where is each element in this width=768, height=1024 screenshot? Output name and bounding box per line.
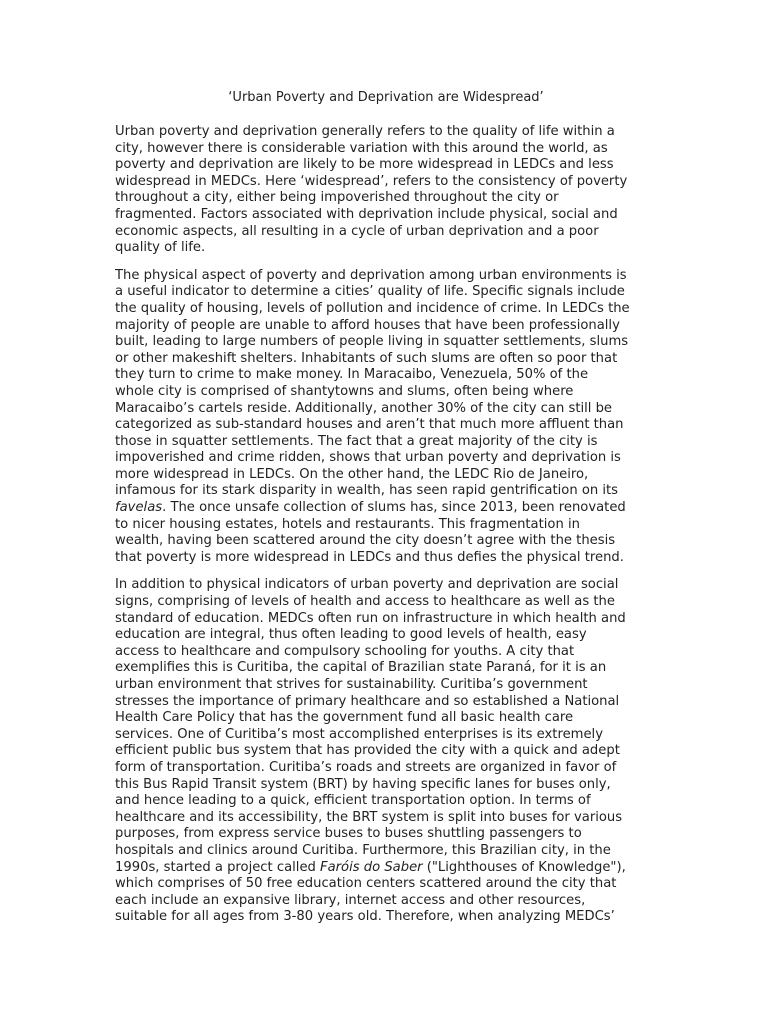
paragraph — [115, 124, 657, 257]
text-line — [115, 334, 657, 351]
text-segment: the quality of housing, levels of pollution and incidence of crime. In LEDCs the — [115, 300, 630, 316]
document-title: ‘Urban Poverty and Deprivation are Widespread’ — [228, 90, 544, 105]
text-segment: In addition to physical indicators of urban poverty and deprivation are social — [115, 577, 619, 593]
text-line — [115, 190, 657, 207]
text-line — [115, 743, 657, 760]
text-segment: more widespread in LEDCs. On the other hand, the LEDC Rio de Janeiro, — [115, 466, 589, 482]
text-line — [115, 793, 657, 810]
paragraph — [115, 577, 657, 925]
text-segment: ("Lighthouses of Knowledge"), — [422, 859, 626, 875]
text-line — [115, 500, 657, 517]
text-line — [115, 611, 657, 628]
italic-text: Faróis do Saber — [320, 859, 423, 875]
text-line — [115, 826, 657, 843]
text-segment: The physical aspect of poverty and deprivation among urban environments is — [115, 267, 627, 283]
text-line — [115, 240, 657, 257]
text-segment: stresses the importance of primary healthcare and so established a National — [115, 693, 620, 709]
text-line — [115, 157, 657, 174]
text-segment: throughout a city, either being impoverished throughout the city or — [115, 190, 559, 206]
text-segment: hospitals and clinics around Curitiba. Furthermore, this Brazilian city, in the — [115, 842, 611, 858]
text-line — [115, 124, 657, 141]
text-line — [115, 224, 657, 241]
text-line — [115, 710, 657, 727]
italic-text: favelas — [115, 500, 163, 516]
text-line — [115, 483, 657, 500]
text-line — [115, 594, 657, 611]
text-segment: form of transportation. Curitiba’s roads and streets are organized in favor of — [115, 759, 617, 775]
text-line — [115, 417, 657, 434]
text-line — [115, 517, 657, 534]
text-segment: which comprises of 50 free education centers scattered around the city that — [115, 876, 617, 892]
text-segment: fragmented. Factors associated with deprivation include physical, social and — [115, 206, 618, 222]
text-segment: infamous for its stark disparity in wealth, has seen rapid gentrification on its — [115, 483, 619, 499]
text-segment: signs, comprising of levels of health and access to healthcare as well as the — [115, 594, 615, 610]
document-body — [115, 124, 657, 926]
text-segment: 1990s, started a project called — [115, 859, 321, 875]
text-line — [115, 644, 657, 661]
text-segment: those in squatter settlements. The fact that a great majority of the city is — [115, 433, 598, 449]
text-line — [115, 550, 657, 567]
text-segment: Urban poverty and deprivation generally refers to the quality of life within a — [115, 124, 615, 139]
text-line — [115, 141, 657, 158]
text-line — [115, 860, 657, 877]
text-line — [115, 627, 657, 644]
document-page — [115, 90, 657, 937]
text-line — [115, 577, 657, 594]
text-line — [115, 318, 657, 335]
text-line — [115, 843, 657, 860]
text-line — [115, 174, 657, 191]
text-segment: education are integral, thus often leading to good levels of health, easy — [115, 627, 587, 643]
text-segment: that poverty is more widespread in LEDCs and thus defies the physical trend. — [115, 549, 624, 565]
text-line — [115, 876, 657, 893]
text-segment: majority of people are unable to afford houses that have been professionally — [115, 317, 620, 333]
text-segment: . The once unsafe collection of slums has, since 2013, been renovated — [162, 500, 626, 516]
text-line — [115, 694, 657, 711]
text-segment: wealth, having been scattered around the city doesn’t agree with the thesis — [115, 533, 616, 549]
text-line — [115, 284, 657, 301]
text-segment: or other makeshift shelters. Inhabitants of such slums are often so poor that — [115, 350, 618, 366]
text-segment: whole city is comprised of shantytowns and slums, often being where — [115, 383, 574, 399]
text-segment: and hence leading to a quick, efficient transportation option. In terms of — [115, 793, 591, 809]
text-line — [115, 467, 657, 484]
text-line — [115, 450, 657, 467]
text-segment: they turn to crime to make money. In Maracaibo, Venezuela, 50% of the — [115, 367, 589, 383]
text-segment: suitable for all ages from 3-80 years old. Therefore, when analyzing MEDCs’ — [115, 909, 615, 925]
text-segment: access to healthcare and compulsory schooling for youths. A city that — [115, 643, 575, 659]
text-segment: widespread in MEDCs. Here ‘widespread’, refers to the consistency of poverty — [115, 173, 628, 189]
text-line — [115, 401, 657, 418]
text-segment: quality of life. — [115, 240, 206, 256]
paragraph — [115, 268, 657, 567]
text-line — [115, 760, 657, 777]
text-segment: standard of education. MEDCs often run on infrastructure in which health and — [115, 610, 626, 626]
text-segment: poverty and deprivation are likely to be more widespread in LEDCs and less — [115, 157, 614, 173]
text-segment: services. One of Curitiba’s most accomplished enterprises is its extremely — [115, 726, 603, 742]
text-line — [115, 351, 657, 368]
text-line — [115, 893, 657, 910]
text-segment: a useful indicator to determine a cities’ quality of life. Specific signals include — [115, 284, 625, 300]
text-segment: Maracaibo’s cartels reside. Additionally, another 30% of the city can still be — [115, 400, 613, 416]
text-segment: city, however there is considerable variation with this around the world, as — [115, 140, 608, 156]
text-line — [115, 367, 657, 384]
text-line — [115, 810, 657, 827]
text-line — [115, 677, 657, 694]
text-line — [115, 301, 657, 318]
text-segment: Health Care Policy that has the government fund all basic health care — [115, 710, 574, 726]
text-line — [115, 384, 657, 401]
text-line — [115, 777, 657, 794]
text-line — [115, 207, 657, 224]
text-segment: impoverished and crime ridden, shows that urban poverty and deprivation is — [115, 450, 621, 466]
text-line — [115, 268, 657, 285]
text-segment: to nicer housing estates, hotels and restaurants. This fragmentation in — [115, 516, 580, 532]
text-segment: this Bus Rapid Transit system (BRT) by having specific lanes for buses only, — [115, 776, 611, 792]
text-line — [115, 434, 657, 451]
text-segment: healthcare and its accessibility, the BRT system is split into buses for various — [115, 809, 623, 825]
text-segment: urban environment that strives for sustainability. Curitiba’s government — [115, 677, 588, 692]
text-segment: efficient public bus system that has provided the city with a quick and adept — [115, 743, 620, 759]
text-line — [115, 533, 657, 550]
text-segment: categorized as sub-standard houses and aren’t that much more affluent than — [115, 417, 624, 433]
text-line — [115, 727, 657, 744]
text-segment: built, leading to large numbers of people living in squatter settlements, slums — [115, 334, 629, 350]
text-line — [115, 660, 657, 677]
text-segment: purposes, from express service buses to buses shuttling passengers to — [115, 826, 582, 842]
text-line — [115, 909, 657, 926]
text-segment: economic aspects, all resulting in a cycle of urban deprivation and a poor — [115, 223, 599, 239]
text-segment: exemplifies this is Curitiba, the capital of Brazilian state Paraná, for it is an — [115, 660, 607, 676]
text-segment: each include an expansive library, internet access and other resources, — [115, 892, 586, 908]
